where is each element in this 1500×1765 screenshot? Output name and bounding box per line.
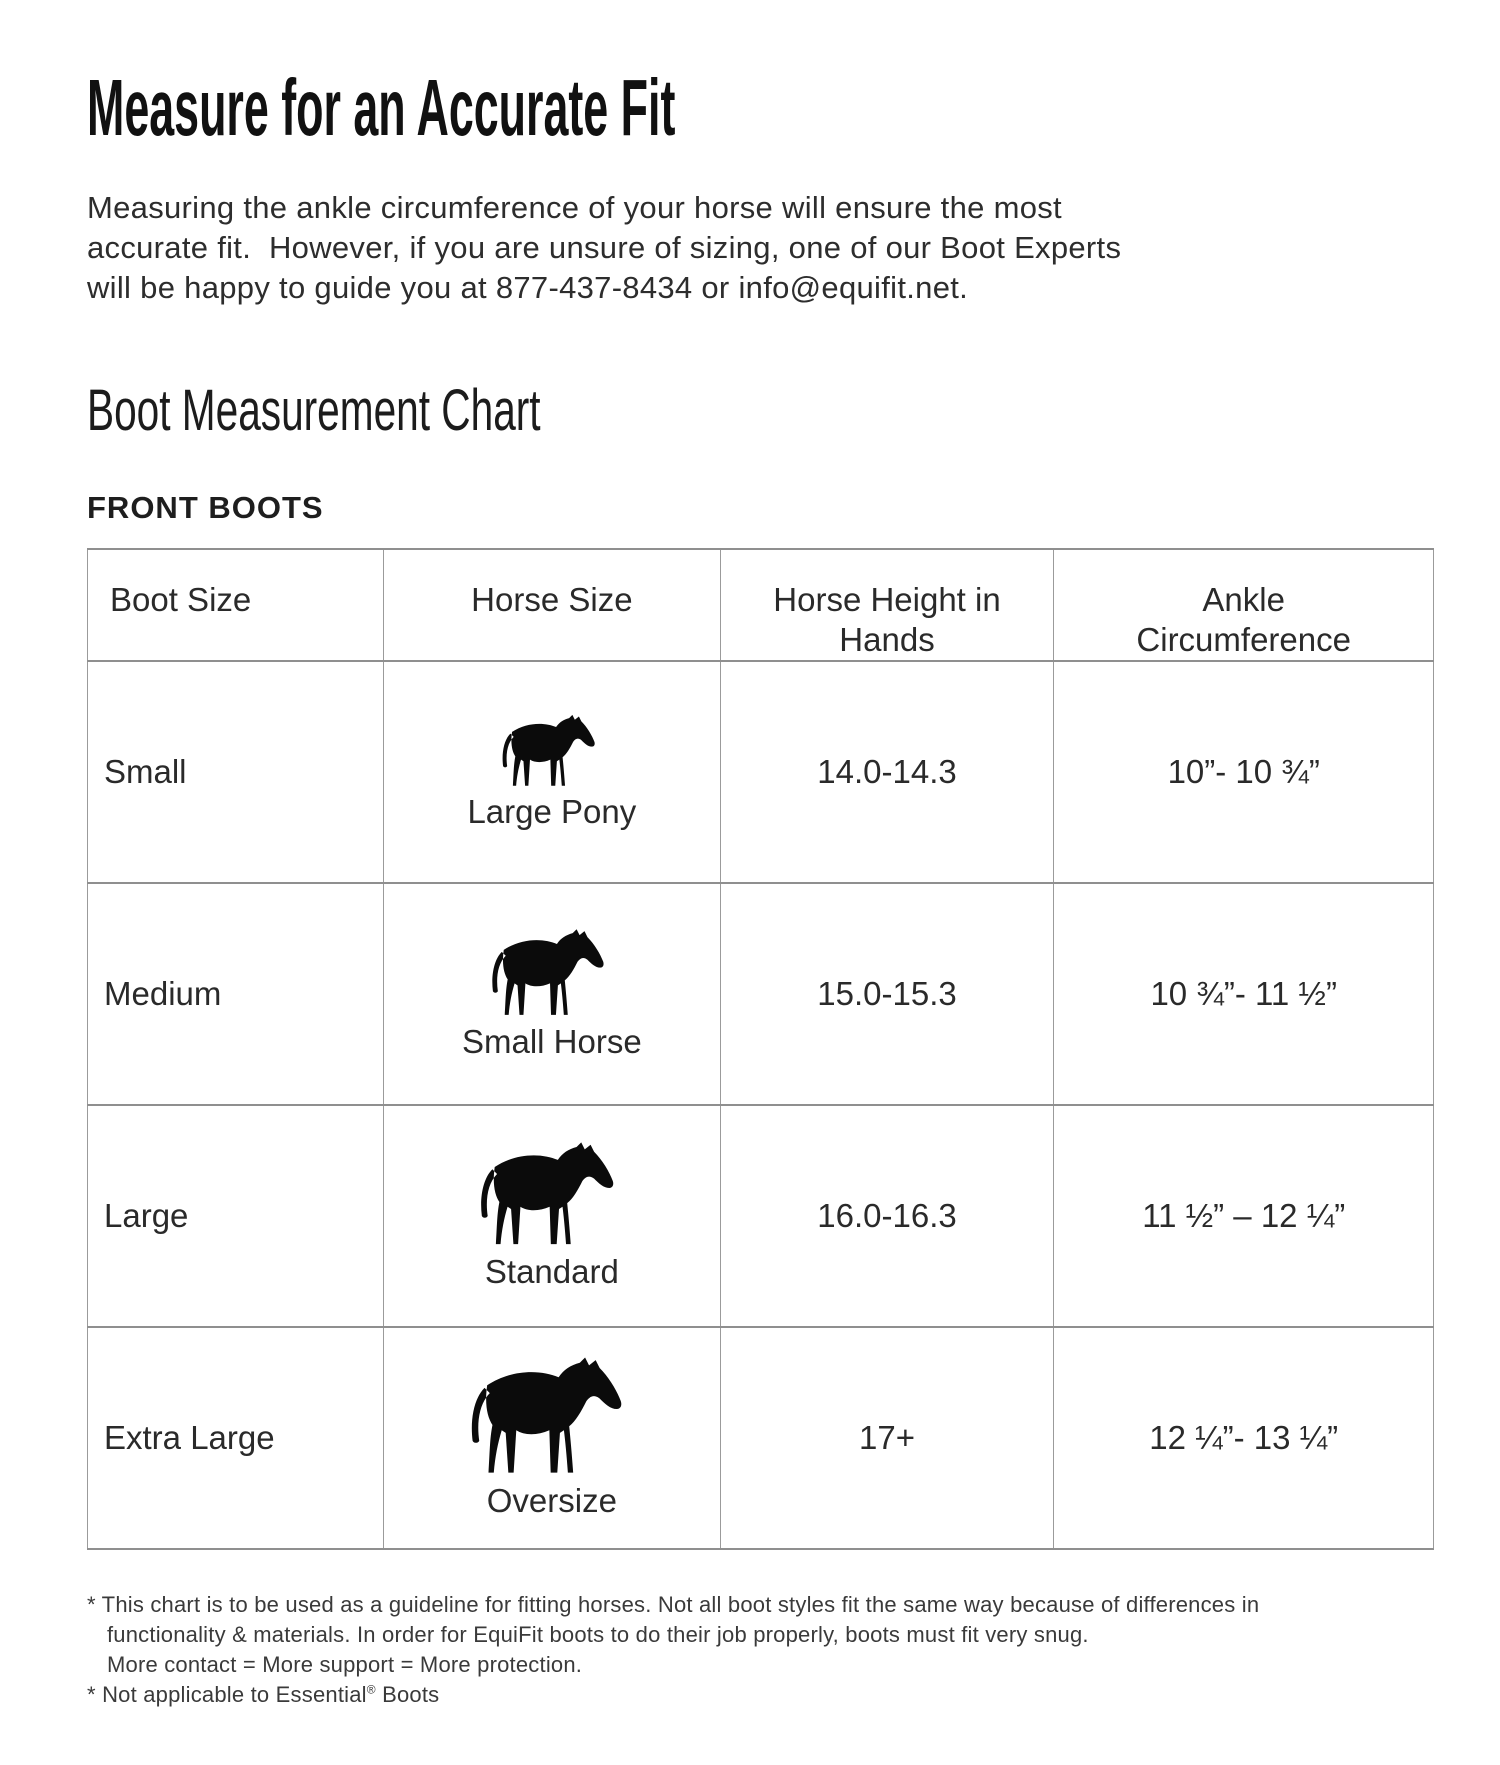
boot-size-cell: Medium — [88, 883, 384, 1105]
table-row — [88, 661, 1434, 883]
front-boots-label: FRONT BOOTS — [87, 490, 324, 525]
boot-size-cell: Large — [88, 1105, 384, 1327]
registered-trademark-mark: ® — [366, 1682, 376, 1697]
boot-size-cell: Small — [88, 661, 384, 883]
horse-icon — [462, 928, 642, 1019]
horse-block — [476, 1141, 628, 1291]
column-header-ankle-text: Ankle Circumference — [1136, 581, 1351, 658]
horse-size-label: Oversize — [486, 1482, 617, 1519]
table-header-row — [88, 549, 1434, 661]
horse-height-cell: 17+ — [720, 1327, 1054, 1549]
ankle-circumference-cell: 11 ½” – 12 ¼” — [1054, 1105, 1434, 1327]
page-title: Measure for an Accurate Fit — [87, 63, 676, 152]
ankle-circumference-cell: 10”- 10 ¾” — [1054, 661, 1434, 883]
ankle-circumference-cell: 10 ¾”- 11 ½” — [1054, 883, 1434, 1105]
footnote-text: Boots — [375, 1682, 440, 1707]
column-header-horse-size: Horse Size — [384, 549, 721, 661]
footnote-line: * This chart is to be used as a guideline for fitting horses. Not all boot styles fit the same way because of differences in — [87, 1592, 1260, 1617]
table-row — [88, 1105, 1434, 1327]
section-title: Boot Measurement Chart — [87, 378, 541, 443]
horse-icon — [476, 1141, 628, 1249]
horse-size-label: Standard — [484, 1253, 619, 1290]
horse-block — [462, 928, 642, 1061]
horse-height-cell: 15.0-15.3 — [720, 883, 1054, 1105]
column-header-horse-height-text: Horse Height in Hands — [773, 581, 1001, 658]
horse-size-label: Small Horse — [462, 1022, 642, 1060]
horse-icon — [467, 714, 636, 789]
horse-size-cell — [384, 883, 721, 1105]
boot-size-cell: Extra Large — [88, 1327, 384, 1549]
horse-height-cell: 14.0-14.3 — [720, 661, 1054, 883]
footnote-line: functionality & materials. In order for EquiFit boots to do their job properly, boots must fit very snug. — [107, 1622, 1089, 1647]
intro-line: accurate fit. However, if you are unsure of sizing, one of our Boot Experts — [87, 230, 1122, 265]
boot-measurement-table — [87, 548, 1434, 1550]
horse-size-label: Large Pony — [467, 792, 637, 830]
footnote-line: More contact = More support = More protection. — [107, 1652, 583, 1677]
horse-size-cell — [384, 1327, 721, 1549]
ankle-circumference-cell: 12 ¼”- 13 ¼” — [1054, 1327, 1434, 1549]
column-header-boot-size: Boot Size — [88, 549, 384, 661]
horse-block — [466, 1356, 638, 1520]
column-header-horse-height — [720, 549, 1054, 661]
horse-icon — [466, 1356, 638, 1478]
column-header-ankle-circumference — [1054, 549, 1434, 661]
footnote-line — [87, 1680, 1434, 1710]
footnotes — [87, 1590, 1434, 1710]
horse-size-cell — [384, 1105, 721, 1327]
horse-size-cell — [384, 661, 721, 883]
table-row — [88, 883, 1434, 1105]
horse-block — [467, 714, 636, 831]
intro-line: will be happy to guide you at 877-437-8434 or info@equifit.net. — [87, 270, 969, 305]
footnote-text: * Not applicable to Essential — [87, 1682, 367, 1707]
intro-line: Measuring the ankle circumference of your horse will ensure the most — [87, 190, 1062, 225]
horse-height-cell: 16.0-16.3 — [720, 1105, 1054, 1327]
table-row — [88, 1327, 1434, 1549]
intro-paragraph — [87, 188, 1434, 308]
